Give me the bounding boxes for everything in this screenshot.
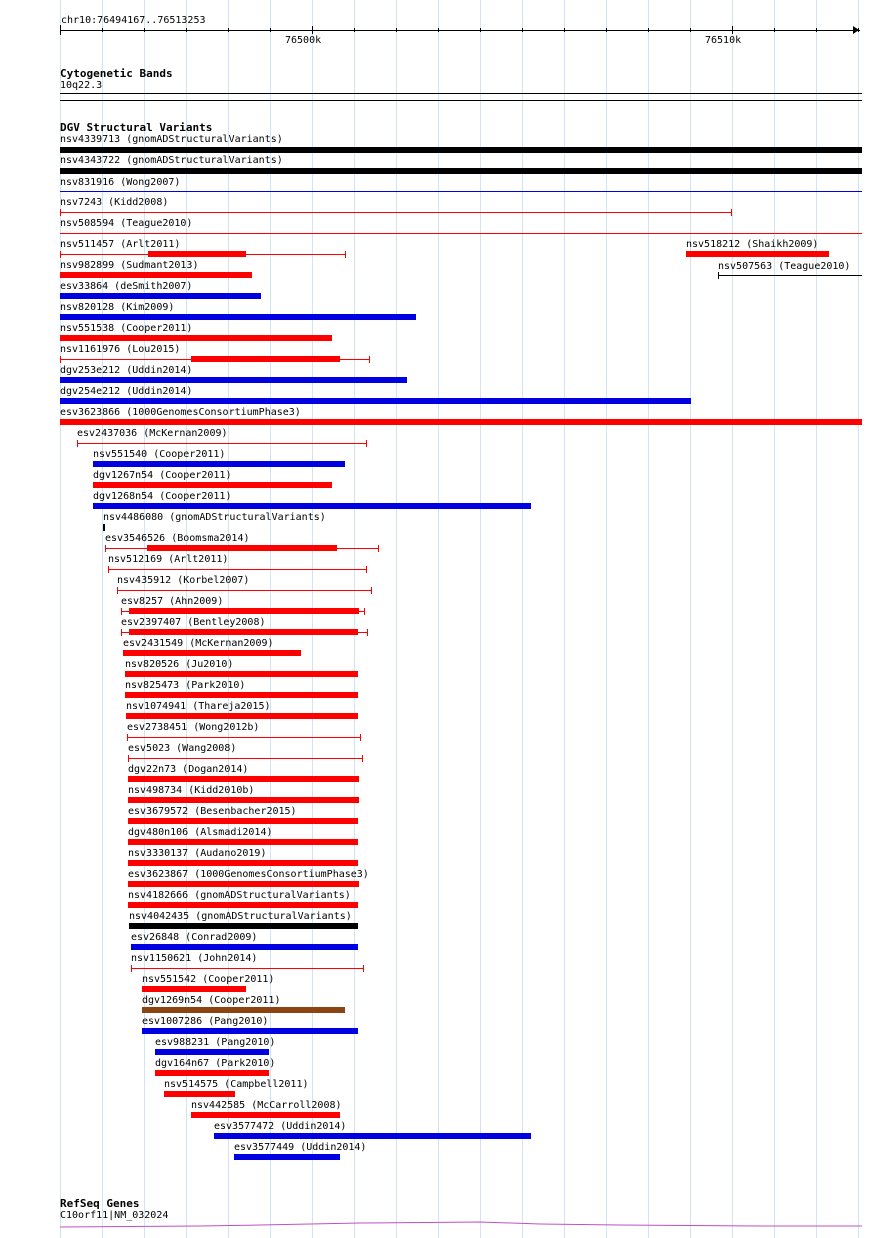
dgv-feature-bar[interactable]: [128, 797, 359, 803]
dgv-feature-bar[interactable]: [142, 986, 246, 992]
dgv-feature-bar[interactable]: [155, 1070, 269, 1076]
dgv-feature-label[interactable]: nsv508594 (Teague2010): [60, 218, 193, 229]
dgv-feature-label[interactable]: nsv825473 (Park2010): [125, 680, 246, 691]
dgv-feature-start-cap[interactable]: [117, 587, 118, 594]
dgv-feature-label[interactable]: dgv254e212 (Uddin2014): [60, 386, 193, 397]
dgv-feature-bar[interactable]: [214, 1133, 531, 1139]
dgv-feature-bar[interactable]: [60, 398, 691, 404]
dgv-feature-label[interactable]: esv3577449 (Uddin2014): [234, 1142, 367, 1153]
dgv-feature-label[interactable]: esv5023 (Wang2008): [128, 743, 237, 754]
dgv-feature-end-cap[interactable]: [366, 440, 367, 447]
gene-label[interactable]: C10orf11|NM_032024: [60, 1210, 169, 1221]
dgv-feature-label[interactable]: nsv3330137 (Audano2019): [128, 848, 267, 859]
dgv-feature-bar[interactable]: [93, 482, 332, 488]
dgv-feature-line[interactable]: [131, 968, 363, 969]
dgv-feature-label[interactable]: nsv4339713 (gnomADStructuralVariants): [60, 134, 283, 145]
dgv-feature-bar[interactable]: [164, 1091, 235, 1097]
dgv-feature-label[interactable]: nsv4042435 (gnomADStructuralVariants): [129, 911, 352, 922]
dgv-feature-label[interactable]: esv3679572 (Besenbacher2015): [128, 806, 297, 817]
cytoband-track-title: Cytogenetic Bands: [60, 67, 173, 80]
dgv-feature-start-cap[interactable]: [121, 608, 122, 615]
dgv-feature-label[interactable]: esv1007286 (Pang2010): [142, 1016, 269, 1027]
dgv-feature-bar[interactable]: [155, 1049, 269, 1055]
dgv-feature-label[interactable]: nsv498734 (Kidd2010b): [128, 785, 255, 796]
dgv-feature-bar[interactable]: [60, 377, 407, 383]
dgv-feature-label[interactable]: nsv551538 (Cooper2011): [60, 323, 193, 334]
dgv-feature-label[interactable]: esv2397407 (Bentley2008): [121, 617, 266, 628]
dgv-feature-bar[interactable]: [128, 818, 358, 824]
dgv-feature-label[interactable]: dgv253e212 (Uddin2014): [60, 365, 193, 376]
dgv-feature-bar[interactable]: [191, 1112, 340, 1118]
gene-model[interactable]: [60, 1218, 862, 1230]
dgv-feature-label[interactable]: nsv1074941 (Thareja2015): [126, 701, 271, 712]
dgv-feature-bar[interactable]: [123, 650, 301, 656]
dgv-feature-bar[interactable]: [60, 293, 261, 299]
dgv-feature-bar[interactable]: [128, 776, 359, 782]
dgv-feature-label[interactable]: esv33864 (deSmith2007): [60, 281, 193, 292]
dgv-feature-label[interactable]: dgv1267n54 (Cooper2011): [93, 470, 232, 481]
dgv-feature-label[interactable]: nsv435912 (Korbel2007): [117, 575, 250, 586]
dgv-feature-label[interactable]: nsv518212 (Shaikh2009): [686, 239, 819, 250]
dgv-feature-label[interactable]: nsv820526 (Ju2010): [125, 659, 234, 670]
dgv-feature-line[interactable]: [60, 191, 862, 192]
dgv-feature-label[interactable]: nsv511457 (Arlt2011): [60, 239, 181, 250]
dgv-feature-label[interactable]: nsv514575 (Campbell2011): [164, 1079, 309, 1090]
dgv-feature-label[interactable]: nsv1161976 (Lou2015): [60, 344, 181, 355]
dgv-feature-start-cap[interactable]: [60, 251, 61, 258]
cytoband-label[interactable]: 10q22.3: [60, 80, 103, 91]
dgv-feature-bar[interactable]: [142, 1007, 345, 1013]
dgv-feature-line[interactable]: [117, 590, 371, 591]
dgv-feature-end-cap[interactable]: [366, 566, 367, 573]
dgv-feature-label[interactable]: esv988231 (Pang2010): [155, 1037, 276, 1048]
dgv-feature-label[interactable]: nsv507563 (Teague2010): [718, 261, 851, 272]
dgv-feature-line[interactable]: [60, 233, 862, 234]
dgv-feature-label[interactable]: esv2738451 (Wong2012b): [127, 722, 260, 733]
dgv-feature-start-cap[interactable]: [121, 629, 122, 636]
dgv-feature-bar[interactable]: [131, 944, 358, 950]
dgv-feature-end-cap[interactable]: [371, 587, 372, 594]
dgv-feature-label[interactable]: esv3623866 (1000GenomesConsortiumPhase3): [60, 407, 301, 418]
dgv-feature-bar[interactable]: [126, 713, 358, 719]
dgv-feature-bar[interactable]: [128, 902, 358, 908]
dgv-feature-label[interactable]: esv2437036 (McKernan2009): [77, 428, 228, 439]
dgv-feature-end-cap[interactable]: [731, 209, 732, 216]
dgv-feature-start-cap[interactable]: [77, 440, 78, 447]
dgv-feature-label[interactable]: esv3577472 (Uddin2014): [214, 1121, 347, 1132]
dgv-feature-bar[interactable]: [125, 671, 358, 677]
ruler-label-76500k: 76500k: [285, 35, 322, 46]
dgv-feature-bar[interactable]: [103, 524, 105, 531]
dgv-feature-label[interactable]: nsv512169 (Arlt2011): [108, 554, 229, 565]
dgv-feature-end-cap[interactable]: [364, 608, 365, 615]
dgv-feature-bar[interactable]: [142, 1028, 358, 1034]
dgv-feature-bar[interactable]: [125, 692, 358, 698]
dgv-feature-label[interactable]: nsv1150621 (John2014): [131, 953, 258, 964]
dgv-feature-bar[interactable]: [191, 356, 340, 362]
dgv-feature-bar[interactable]: [129, 629, 358, 635]
dgv-feature-line[interactable]: [718, 275, 862, 276]
dgv-track-title: DGV Structural Variants: [60, 121, 213, 134]
dgv-feature-bar[interactable]: [129, 923, 358, 929]
dgv-feature-bar[interactable]: [93, 461, 345, 467]
dgv-feature-bar[interactable]: [148, 251, 246, 257]
dgv-feature-end-cap[interactable]: [360, 734, 361, 741]
dgv-feature-end-cap[interactable]: [378, 545, 379, 552]
dgv-feature-bar[interactable]: [60, 314, 416, 320]
dgv-feature-bar[interactable]: [147, 545, 337, 551]
dgv-feature-label[interactable]: esv3623867 (1000GenomesConsortiumPhase3): [128, 869, 369, 880]
dgv-feature-label[interactable]: nsv442585 (McCarroll2008): [191, 1100, 342, 1111]
dgv-feature-start-cap[interactable]: [128, 755, 129, 762]
dgv-feature-start-cap[interactable]: [127, 734, 128, 741]
dgv-feature-label[interactable]: esv26848 (Conrad2009): [131, 932, 258, 943]
dgv-feature-label[interactable]: esv2431549 (McKernan2009): [123, 638, 274, 649]
dgv-feature-start-cap[interactable]: [108, 566, 109, 573]
dgv-feature-label[interactable]: nsv4343722 (gnomADStructuralVariants): [60, 155, 283, 166]
dgv-feature-label[interactable]: nsv4182666 (gnomADStructuralVariants): [128, 890, 351, 901]
dgv-feature-bar[interactable]: [60, 168, 862, 174]
dgv-feature-line[interactable]: [108, 569, 366, 570]
track-divider: [60, 100, 862, 101]
dgv-feature-bar[interactable]: [128, 860, 358, 866]
dgv-feature-end-cap[interactable]: [362, 755, 363, 762]
ruler-arrow-icon: [853, 26, 859, 34]
dgv-feature-bar[interactable]: [686, 251, 829, 257]
dgv-feature-end-cap[interactable]: [369, 356, 370, 363]
dgv-feature-label[interactable]: nsv551540 (Cooper2011): [93, 449, 226, 460]
dgv-feature-bar[interactable]: [129, 608, 359, 614]
dgv-feature-line[interactable]: [77, 443, 366, 444]
dgv-feature-bar[interactable]: [60, 147, 862, 153]
dgv-feature-label[interactable]: dgv1269n54 (Cooper2011): [142, 995, 281, 1006]
dgv-feature-start-cap[interactable]: [131, 965, 132, 972]
dgv-feature-start-cap[interactable]: [60, 209, 61, 216]
dgv-feature-start-cap[interactable]: [105, 545, 106, 552]
dgv-feature-label[interactable]: nsv831916 (Wong2007): [60, 177, 181, 188]
dgv-feature-bar[interactable]: [60, 419, 862, 425]
dgv-feature-bar[interactable]: [128, 881, 359, 887]
dgv-feature-label[interactable]: dgv164n67 (Park2010): [155, 1058, 276, 1069]
region-label: chr10:76494167..76513253: [61, 15, 206, 26]
cytoband-bar[interactable]: [60, 93, 862, 94]
ruler-label-76510k: 76510k: [705, 35, 742, 46]
dgv-feature-end-cap[interactable]: [363, 965, 364, 972]
dgv-feature-label[interactable]: esv8257 (Ahn2009): [121, 596, 224, 607]
dgv-feature-label[interactable]: nsv820128 (Kim2009): [60, 302, 175, 313]
dgv-feature-label[interactable]: esv3546526 (Boomsma2014): [105, 533, 250, 544]
dgv-feature-label[interactable]: dgv1268n54 (Cooper2011): [93, 491, 232, 502]
dgv-feature-label[interactable]: nsv551542 (Cooper2011): [142, 974, 275, 985]
dgv-feature-start-cap[interactable]: [60, 356, 61, 363]
dgv-feature-bar[interactable]: [60, 272, 252, 278]
refseq-track-title: RefSeq Genes: [60, 1197, 140, 1210]
dgv-feature-start-cap[interactable]: [718, 272, 719, 279]
dgv-feature-line[interactable]: [60, 212, 731, 213]
dgv-feature-line[interactable]: [127, 737, 360, 738]
dgv-feature-end-cap[interactable]: [367, 629, 368, 636]
dgv-feature-label[interactable]: nsv7243 (Kidd2008): [60, 197, 169, 208]
dgv-feature-end-cap[interactable]: [345, 251, 346, 258]
dgv-feature-bar[interactable]: [60, 335, 332, 341]
dgv-feature-label[interactable]: dgv480n106 (Alsmadi2014): [128, 827, 273, 838]
dgv-feature-bar[interactable]: [128, 839, 358, 845]
dgv-feature-label[interactable]: nsv982899 (Sudmant2013): [60, 260, 199, 271]
dgv-feature-label[interactable]: nsv4486080 (gnomADStructuralVariants): [103, 512, 326, 523]
dgv-feature-line[interactable]: [128, 758, 362, 759]
dgv-feature-label[interactable]: dgv22n73 (Dogan2014): [128, 764, 249, 775]
dgv-feature-bar[interactable]: [93, 503, 531, 509]
dgv-feature-bar[interactable]: [234, 1154, 340, 1160]
